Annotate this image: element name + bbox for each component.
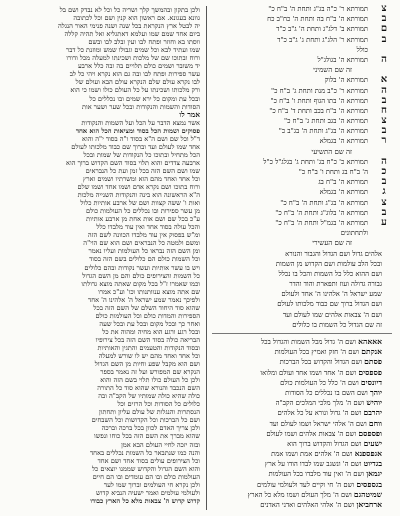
commentary-line: מן עשר ספירות ובו נכללים כל העולמות כולם <box>85 207 200 216</box>
commentary-line: ורק מלכותו ושכינתו על כל העולם כולו ושמו כי הוא <box>70 86 200 95</box>
table-row <box>212 218 392 228</box>
commentary-line: והוא השם הגדול והקדוש שממנו יוצאים כל <box>91 464 200 473</box>
table-row <box>212 4 392 14</box>
table-row <box>212 198 392 208</box>
table-row <box>212 136 392 146</box>
commentary-line: אמר לו <box>179 110 200 119</box>
row-letter: ח <box>381 105 387 116</box>
commentary-line: יד משובר ושמים כולם תלויים בה ובה כלל ארבע <box>77 62 200 71</box>
row-text: תמורתא ר' הלג"ג ותחת ג' ג"ב כ"ד <box>277 35 368 44</box>
commentary-line: ומן השם הזה נבראו כל העולמות ועליו נאמר <box>88 247 200 256</box>
commentary-line: והכל עולה בסוד אחד ואין עוד מלבדו כלל <box>96 223 200 232</box>
section-heading: זה שם העשירי <box>312 239 352 248</box>
row-text: תמורתא ה' בג"ג ותחת ה' בג"ב כ" <box>278 127 368 136</box>
commentary-line: וכמו שאמרו ז"ל בכל מקום שאתה מוצא גדולתו <box>81 279 200 288</box>
poem-line <box>212 289 392 299</box>
permutation-table <box>212 4 392 512</box>
commentary-line: פסוקים ושמות הכל בסוד ומציאות הכל הוא אחד <box>75 126 200 135</box>
commentary-line: ורוח בתוכו ושם נקרא אדם ושמו אחד ושמו שלם <box>77 183 200 192</box>
table-row <box>212 35 392 45</box>
row-text: תמורתא ה' בלוק <box>324 76 368 85</box>
commentary-line: ארבעה צדדים והוא תלוי בסוד השם הקדוש ברוך הוא <box>66 158 200 167</box>
table-row <box>212 106 392 116</box>
poem-text: ובכל הלב עולמות ושם הקדוש מן השמות <box>275 259 382 268</box>
poem-text: ושם ה' ונשגב שמו לבדו הודו על ארץ <box>264 460 362 469</box>
name-word: יגמאן <box>366 469 382 479</box>
table-section-3 <box>212 157 392 239</box>
name-word: יוהיש <box>366 398 382 408</box>
commentary-line: ויש בו עשר אותיות ועשר נקודות ובהם כלולים <box>84 263 200 272</box>
section-heading: זה שם השמיני <box>313 66 352 75</box>
name-word: פספסים <box>358 367 382 377</box>
poem-text: ושם ה' צבאות אלהים ושמו לעולם <box>266 429 357 438</box>
row-letter: צ <box>381 197 387 208</box>
commentary-line: אחד שמו לעולם ועד וברוך שם כבוד מלכותו לעולם <box>71 142 200 151</box>
poem-text: ושם ה' מלך העולם ושמו מלא כל הארץ <box>247 490 352 499</box>
table-row <box>212 14 392 24</box>
row-text: כולל <box>356 45 368 54</box>
commentary-line: עשר ספירות ופתח לבו ובה גם הוא נקרא ויהי כל לב <box>69 70 200 79</box>
name-word: ווחם <box>368 418 382 428</box>
commentary-line: גוונא בעגונא. אם ראשון הוא קנין ושם וכל לכתובה <box>73 14 200 23</box>
commentary-line: ולפיכך נאמר שמע ישראל ה' אלהינו ה' אחד <box>88 295 200 304</box>
poem-line <box>212 429 392 439</box>
poem-text: ושם הגדול ברוך שם כבוד מלכותו לעולם <box>277 300 382 309</box>
row-letter: א <box>380 75 388 86</box>
name-word: פסתם <box>364 357 382 367</box>
table-section-2 <box>212 75 392 146</box>
table-row <box>212 208 392 218</box>
row-text: תמורתא כ' כ"ח בג' ותחת ג' בגלג"ל כ"ל <box>263 157 368 166</box>
name-word: יוהך <box>369 387 382 397</box>
poem-text: ושם ה' גדול מכל השמות והגדול בכל <box>260 338 356 346</box>
poem-line <box>212 480 392 490</box>
row-text: ולתחתונים <box>340 229 368 238</box>
poem-line <box>212 320 392 330</box>
table-row <box>212 228 392 238</box>
table-row <box>212 167 392 177</box>
commentary-line: שהוא סוד היחוד השלם של השם הזה בכל <box>93 303 200 312</box>
poem-text: ושם ה' מלך מלכי המלכים הקב"ה <box>275 399 365 408</box>
commentary-line: הנסתרות והנגלות של עולם עליון ותחתון <box>98 408 200 417</box>
commentary-line: ולעולמי עולמים ואמר ישעיה הנביא קדוש <box>96 488 200 497</box>
row-letter: כ <box>381 167 387 177</box>
name-word: בגדיוט <box>363 459 382 469</box>
poem-text: ושם ה' חזק ואמיץ בכל העולמות <box>274 348 360 357</box>
poem-text: ושם ה' אלהי ישראל ושמו לעולם ועד <box>269 419 367 428</box>
name-word: שמיטהגם <box>353 489 382 499</box>
poem-text: ושם השם בו נכללים כל הסודות <box>285 388 368 397</box>
poem-line <box>212 408 392 418</box>
commentary-line: ולכן צריך האדם לכוון בכל ברכה וברכה <box>101 424 200 433</box>
row-letter: ע <box>381 217 387 228</box>
row-text: תמורתא ה' ב"ח בג <box>318 178 368 187</box>
row-letter: ה <box>381 85 387 96</box>
commentary-line: הכל מתחיל ובתוכו כל הנקודות של שמות ובכל <box>83 150 200 159</box>
row-letter: ב <box>381 177 387 188</box>
column-divider <box>206 6 207 510</box>
poem-line <box>212 419 392 429</box>
row-letter: ג <box>382 187 386 198</box>
poem-text: ושם ההוא כלל כל השמות והכל בו נכלל <box>278 269 382 278</box>
row-letter: ה <box>381 156 387 167</box>
commentary-line: ביום אחד שמם שמו ועלמא דאתגליא ואל תהיה קללה <box>64 30 200 39</box>
commentary-line: ורוח ובתוכו שם של מלכות ושכינתו למעלה מכל ודורו <box>66 54 200 63</box>
poem-text: ושם ה' גדול ונורא על כל אלהים <box>277 409 362 418</box>
poem-line <box>212 357 392 367</box>
poem-block-names <box>212 337 392 510</box>
poem-line <box>212 500 392 510</box>
poem-line <box>212 269 392 279</box>
commentary-line: ואחר כך ובכל מקום ובכל עת ובכל שעה <box>99 319 200 328</box>
row-text: תמורתא ה' בגב ותחת ג' ב"ח כ" <box>283 117 368 126</box>
row-text: תמורתא ה' בגולג"ל <box>317 55 368 64</box>
commentary-line: העולמות כולם ובו הם עומדים ובו הם חיים <box>92 472 200 481</box>
name-word: בגספסים <box>356 479 382 489</box>
commentary-line: ושם הוא מקבל שפע וחיות מן השם הגדול <box>94 360 200 369</box>
commentary-line: ע"כ בכל שם ושם אות אחת מן ארבע אותיות <box>86 215 200 224</box>
commentary-column <box>22 6 200 510</box>
commentary-line: יה לבטל ארץ הנקראת בכל שנה ושנה פנימי האור הנגלה <box>57 22 200 31</box>
row-letter: ב <box>381 126 387 137</box>
row-letter: ם <box>380 24 388 35</box>
poem-line <box>212 249 392 259</box>
row-text: ה' ב"ח בג ותחת ו' ב"ח כ" <box>298 168 368 176</box>
horizontal-divider <box>212 333 392 334</box>
poem-text: זה שם הגדול כל השמות בו כלולים <box>292 320 382 329</box>
poem-line <box>212 259 392 269</box>
row-letter: צ <box>381 4 387 14</box>
poem-text: גבורה גדולה ועוז ותפארת והוד והדר <box>289 280 382 289</box>
poem-line <box>212 378 392 388</box>
table-row <box>212 75 392 85</box>
commentary-line: הבריאה כולה בסוד השם הזה בכל צירופיו <box>95 335 200 344</box>
row-letter: ב <box>381 14 387 25</box>
poem-line <box>212 310 392 320</box>
poem-line <box>212 388 392 398</box>
commentary-line: ובכל עת ומקום כל ירא שמים ובו נכללים כל <box>89 94 200 103</box>
commentary-line: שמו ועתיד לבא וכל שמים וגבולו שמש ומוזנת כל דבר <box>65 46 200 55</box>
commentary-line: כולה שהיא כולה שמותיו של הקב"ה ובה <box>98 392 200 401</box>
row-text: תמורתא ה' ב"ח בכב ותחת ד' ב"ח כ" <box>269 106 368 115</box>
poem-text: ושם ה' אלהי האלהים ואדני האדנים <box>260 501 355 509</box>
row-text: תמורתא ה' ב"ח בה ותחת ה' כח"ב כח <box>267 15 368 24</box>
commentary-line: השם הנכבד והנורא שהוא סוד כל התורה <box>97 384 200 393</box>
table-row <box>212 126 392 136</box>
poem-line <box>212 449 392 459</box>
row-text: תמורתא ה' בגמלא <box>319 137 368 146</box>
commentary-line: וכל השמות כולם הם כלולים בשם הזה בסוד <box>89 255 200 264</box>
commentary-line: והנה כמו שנתבאר כל השמות נכללים באחד <box>90 448 200 457</box>
table-row <box>212 177 392 187</box>
table-row <box>212 96 392 106</box>
commentary-line: וכל אחד ואחד מהם הוא ומשרתיו ושמים וארץ <box>82 174 200 183</box>
commentary-line: קדוש קדוש ה' צבאות מלא כל הארץ כבודו <box>90 496 200 505</box>
poem-text: ושם ה' צבאות אלהים שמו לעולם ועד <box>282 310 382 319</box>
row-letter: ב <box>381 34 387 45</box>
commentary-line: שם אתה מוצא ענוותנותו וכו' וע"כ אמרו <box>98 287 200 296</box>
commentary-line: שמו ושם השם הזה בכל זמן ועת כל הנבראים <box>85 166 200 175</box>
commentary-line: וכל הצירופים עולים בסוד אחד ושם אחד <box>97 456 200 465</box>
name-word: ארחביאן <box>356 500 382 509</box>
poem-line <box>212 279 392 289</box>
commentary-line: ולכן כל העולם כולו תלוי בשם הזה והוא <box>100 376 200 385</box>
commentary-line: ובסוד הנקודות והטעמים והתגין והאותיות <box>97 343 200 352</box>
poem-line <box>212 469 392 479</box>
row-text: תמורתא ר' כ"ה בג"ג ותחת ה' ב"ח כ" <box>268 5 368 13</box>
row-text: תמורתא ר' כ"ב מנת ותחת ג' ב"ח כ" <box>271 86 368 95</box>
poem-line <box>212 347 392 357</box>
poem-line <box>212 299 392 309</box>
commentary-line: ולכן בתקון ובהמשך קלך ושריה כל וכל לא נבדק ושם בל <box>59 6 200 14</box>
commentary-line: כל השמות והצירופים כולם והם מן השם הגדול <box>82 271 200 280</box>
row-text: תמורתא ה' בגמ"ל ותחת ה' ב"ח כ" <box>275 218 368 227</box>
commentary-line: ומשם ולמטה כל הנבראים ושם הוא שם הוי"ה <box>83 239 200 248</box>
poem-text: ושם ה' ואין עוד מלבדו בכל העולמות <box>268 470 365 479</box>
table-row <box>212 55 392 65</box>
poem-text: ושם הגדול והקדוש ברוך הוא <box>287 439 362 448</box>
poem-line <box>212 398 392 408</box>
table-row <box>212 86 392 96</box>
poem-line <box>212 368 392 378</box>
commentary-line: כלולים כל הסודות וכל הרזים וכל <box>117 400 200 409</box>
name-word: ופספסם <box>358 428 382 438</box>
name-word: דיונסים <box>360 377 382 387</box>
row-letter: צ <box>381 116 387 127</box>
row-text: תמורתא ב' דלג"ג ותחת ה' ג"ב כ"ד <box>276 25 368 34</box>
table-row <box>212 157 392 167</box>
name-word: אגפספנא <box>354 449 382 459</box>
poem-text: ושם הגדול והקדוש בכל הברכות <box>279 358 362 367</box>
row-text: תמורתא ה' בג"ג ותחת ה' ב"ח כ" <box>280 198 368 207</box>
commentary-line: הספירות והמדות כולם וכל העולמות כולם <box>95 311 200 320</box>
commentary-line: ובכל רגע ורגע הוא מחיה ומהוה את כל <box>102 327 200 336</box>
poem-line <box>212 439 392 449</box>
row-letter: ה <box>381 54 387 65</box>
row-text: תמורתא ה' בגמלא <box>319 188 368 197</box>
commentary-line: ולכן נקרא חי העולמים וברוך שמו לעד <box>103 480 200 489</box>
table-section-1 <box>212 4 392 65</box>
name-word: יהרבם <box>363 408 382 418</box>
poem-text: ושם ה' חי וקיים לעד ולעולמי עולמים <box>257 480 355 489</box>
row-letter: ב <box>381 207 387 218</box>
name-word: אאאהא <box>358 337 382 346</box>
table-row <box>212 45 392 55</box>
name-word: ישעים <box>363 438 382 448</box>
poem-text: ושם ה' אחד ושמו אחד ועולם ומלואו <box>260 368 357 377</box>
name-word: אנקתם <box>361 347 382 357</box>
poem-text: אלהים גדול ושם הגדול והגבור והנורא <box>285 249 382 258</box>
row-text: תמורתא ה' בלוג"ג ותחת ה' ב"ח כ" <box>275 208 368 217</box>
commentary-line: שהוא מברך את השם הזה בכל כוחו ונפשו <box>94 432 200 441</box>
commentary-line: ושם כל הברכות וכל הקדושות וכל השבחים <box>91 416 200 425</box>
row-text: תמורתא ה' בתו הגוף ותחת ו' ב"ח כ" <box>270 96 368 105</box>
poem-text: ושם ה' כלל כל העולמות כולם <box>280 378 359 387</box>
commentary-line: לבו נקרא עולם שלם הנקרא עולם הבא ועולם של <box>75 78 200 87</box>
commentary-line: ובזה יזכה לחיי העולם הבא אמן <box>121 440 200 449</box>
commentary-line: ומ"ש בפסוק אין עוד מלבדו הכוונה לשם הזה <box>87 231 200 240</box>
poem-text: שמע ישראל ה' אלהינו ה' אחד ולעולם <box>281 290 382 299</box>
commentary-line: ד"ל וכל שם ושם ה"א בסוד ו"ה בסוד י"ה והוא <box>82 134 200 143</box>
row-letter: ר <box>381 136 387 147</box>
commentary-line: ה"א הראשונה הוא בינה והנקודות השנייה מלכות <box>77 191 200 200</box>
commentary-line: הסודות והשמות והנקודות ובכל שער ושער אות <box>82 102 200 111</box>
table-row <box>212 116 392 126</box>
poem-line <box>212 337 392 347</box>
commentary-line: אשר נמצא הדבר על הכל ועל השמות והנקודות <box>81 118 200 127</box>
commentary-line: וכל אחד ואחד מהם יש לו שורש למעלה <box>98 352 200 361</box>
row-letter: ב <box>381 95 387 106</box>
table-row <box>212 187 392 197</box>
section-heading: זה שם התשיעי <box>311 147 352 156</box>
poem-block <box>212 249 392 331</box>
commentary-line: הנקרא שם המפורש ועל זה נאמר בספר <box>100 368 200 377</box>
poem-text: ושם ה' אלהים אמת ושמו אמת <box>271 450 353 459</box>
commentary-line: ואות ו' ששה קצוות ושם של ארבע אותיות כלול <box>80 199 200 208</box>
commentary-line: ווסתו בא וחוזר ופתח לבו ועין ובלב לבו ובשם <box>88 38 200 47</box>
table-row <box>212 24 392 34</box>
poem-line <box>212 459 392 469</box>
poem-line <box>212 490 392 500</box>
